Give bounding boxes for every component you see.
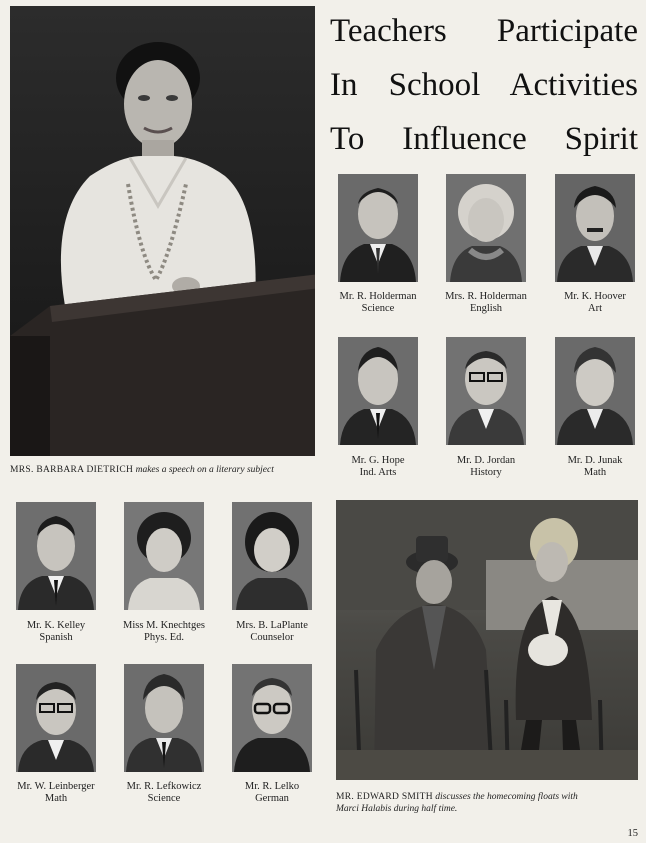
speaker-caption xyxy=(10,464,330,476)
teacher-card xyxy=(212,781,332,805)
teacher-name: Miss M. Knechtges xyxy=(123,620,205,631)
teacher-card xyxy=(535,291,646,315)
teacher-subject: Phys. Ed. xyxy=(144,632,184,643)
teacher-card xyxy=(0,620,116,644)
teacher-name: Mr. K. Hoover xyxy=(564,291,626,302)
teacher-name: Mrs. R. Holderman xyxy=(445,291,527,302)
teacher-subject: Science xyxy=(147,793,181,804)
portrait-jordan xyxy=(446,337,526,445)
teacher-name: Mr. D. Junak xyxy=(567,455,623,466)
teacher-subject: Counselor xyxy=(250,632,294,643)
teacher-name: Mr. D. Jordan xyxy=(456,455,516,466)
portrait-holderman-mrs xyxy=(446,174,526,282)
teacher-card xyxy=(0,781,116,805)
teacher-subject: Ind. Arts xyxy=(359,467,397,478)
portrait-hoover xyxy=(555,174,635,282)
speaker-caption-text: makes a speech on a literary subject xyxy=(135,465,274,475)
teacher-name: Mr. G. Hope xyxy=(351,455,405,466)
portrait-holderman-r xyxy=(338,174,418,282)
teacher-subject: German xyxy=(255,793,289,804)
speaker-photo xyxy=(10,6,315,456)
teacher-card xyxy=(426,455,546,479)
teacher-name: Mr. K. Kelley xyxy=(26,620,86,631)
teacher-subject: Math xyxy=(44,793,68,804)
teacher-card xyxy=(426,291,546,315)
headline-line-3: To Influence Spirit xyxy=(330,121,638,157)
speaker-illustration xyxy=(10,6,315,456)
teacher-card xyxy=(104,620,224,644)
speaker-caption-name: MRS. BARBARA DIETRICH xyxy=(10,465,134,475)
teacher-card xyxy=(318,291,438,315)
portrait-kelley xyxy=(16,502,96,610)
teacher-subject: Spanish xyxy=(39,632,73,643)
homecoming-illustration xyxy=(336,500,638,780)
page-headline xyxy=(330,4,638,166)
portrait-junak xyxy=(555,337,635,445)
homecoming-caption-line1: discusses the homecoming floats with xyxy=(435,792,578,802)
page-number: 15 xyxy=(627,828,638,839)
portrait-lefkowicz xyxy=(124,664,204,772)
teacher-subject: English xyxy=(469,303,503,314)
homecoming-caption-name: MR. EDWARD SMITH xyxy=(336,792,433,802)
teacher-subject: Math xyxy=(583,467,607,478)
teacher-subject: History xyxy=(470,467,502,478)
portrait-hope xyxy=(338,337,418,445)
homecoming-caption-line2: Marci Halabis during half time. xyxy=(336,804,458,814)
portrait-knechtges xyxy=(124,502,204,610)
teacher-name: Mr. R. Lelko xyxy=(244,781,300,792)
portrait-laplante xyxy=(232,502,312,610)
headline-line-2: In School Activities xyxy=(330,67,638,103)
teacher-subject: Science xyxy=(361,303,395,314)
teacher-name: Mr. R. Holderman xyxy=(339,291,417,302)
teacher-card xyxy=(318,455,438,479)
teacher-card xyxy=(535,455,646,479)
portrait-leinberger xyxy=(16,664,96,772)
portrait-lelko xyxy=(232,664,312,772)
homecoming-caption xyxy=(336,791,642,815)
teacher-subject: Art xyxy=(588,303,602,314)
headline-line-1: Teachers Participate xyxy=(330,13,638,49)
teacher-card xyxy=(212,620,332,644)
teacher-name: Mr. R. Lefkowicz xyxy=(126,781,202,792)
homecoming-photo xyxy=(336,500,638,780)
teacher-name: Mr. W. Leinberger xyxy=(17,781,95,792)
teacher-name: Mrs. B. LaPlante xyxy=(236,620,308,631)
teacher-card xyxy=(104,781,224,805)
